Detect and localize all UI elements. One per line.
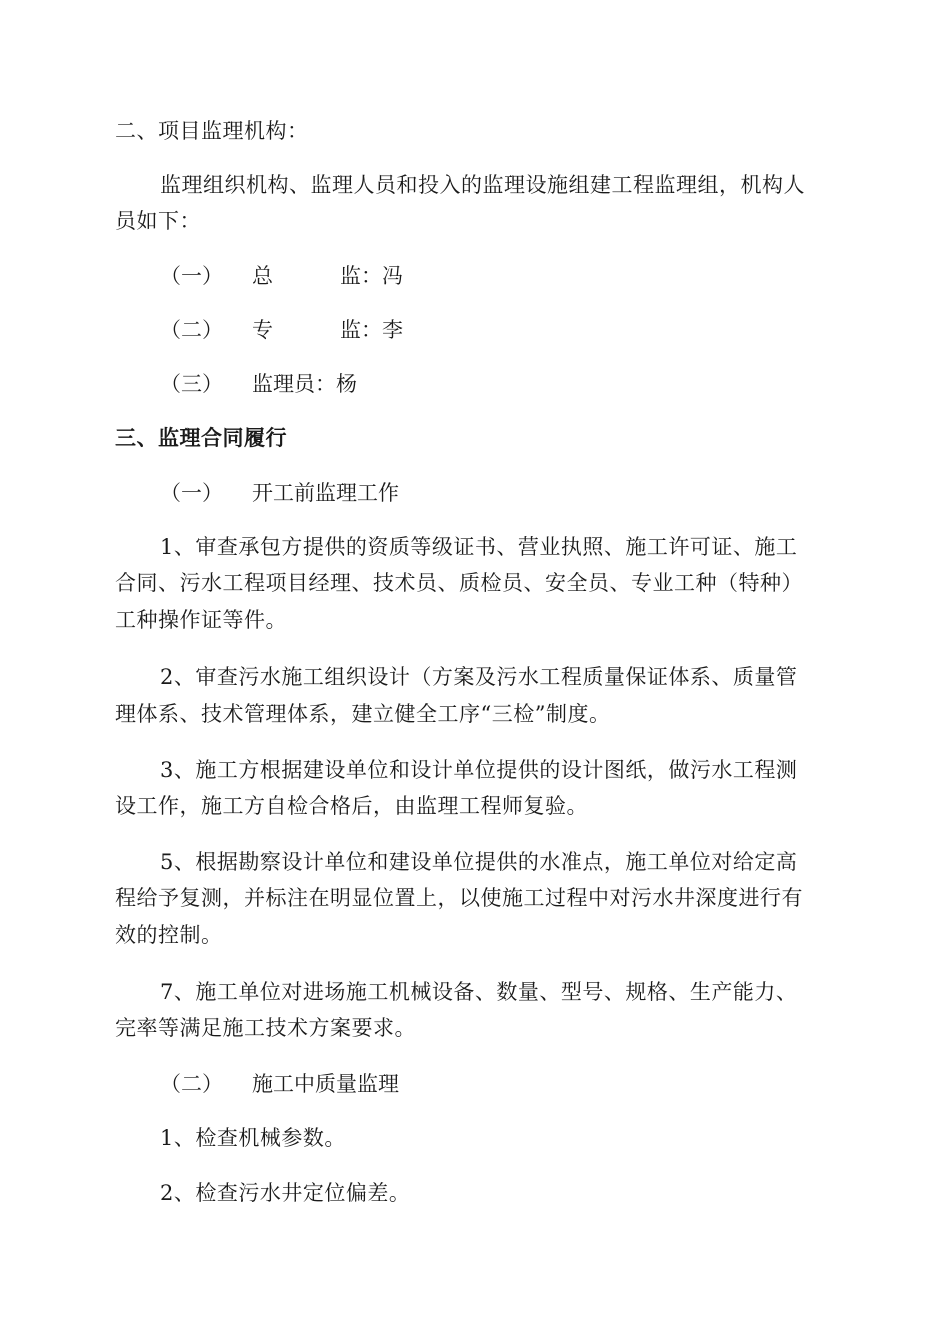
staff-role: 总 (252, 264, 273, 288)
list-item: 2、检查污水井定位偏差。 (160, 1181, 411, 1205)
list-item: 1、检查机械参数。 (160, 1126, 346, 1150)
paragraph-line: 完率等满足施工技术方案要求。 (115, 1016, 416, 1040)
paragraph-line: 理体系、技术管理体系，建立健全工序“三检”制度。 (115, 702, 611, 726)
paragraph-line: 合同、污水工程项目经理、技术员、质检员、安全员、专业工种（特种） (115, 571, 803, 595)
paragraph-line: 程给予复测，并标注在明显位置上，以使施工过程中对污水井深度进行有 (115, 886, 803, 910)
paragraph-line: 3、施工方根据建设单位和设计单位提供的设计图纸，做污水工程测 (160, 758, 798, 782)
paragraph-line: 7、施工单位对进场施工机械设备、数量、型号、规格、生产能力、 (160, 980, 798, 1004)
subsection-title: 施工中质量监理 (252, 1072, 399, 1096)
paragraph-line: 工种操作证等件。 (115, 608, 287, 632)
staff-role: 监理员：杨 (252, 372, 357, 396)
staff-number: （一） (160, 264, 223, 288)
paragraph-line: 员如下： (115, 209, 201, 233)
staff-name: 监：李 (340, 318, 403, 342)
subsection-title: 开工前监理工作 (252, 481, 399, 505)
staff-name: 监：冯 (340, 264, 403, 288)
section-heading-contract: 三、监理合同履行 (115, 426, 287, 450)
subsection-number: （一） (160, 481, 223, 505)
paragraph-line: 1、审查承包方提供的资质等级证书、营业执照、施工许可证、施工 (160, 535, 798, 559)
section-heading-project-org: 二、项目监理机构： (115, 119, 309, 143)
paragraph-line: 效的控制。 (115, 923, 223, 947)
paragraph-line: 5、根据勘察设计单位和建设单位提供的水准点，施工单位对给定高 (160, 850, 798, 874)
paragraph-line: 监理组织机构、监理人员和投入的监理设施组建工程监理组，机构人 (160, 173, 805, 197)
paragraph-line: 2、审查污水施工组织设计（方案及污水工程质量保证体系、质量管 (160, 665, 798, 689)
paragraph-line: 设工作，施工方自检合格后，由监理工程师复验。 (115, 794, 588, 818)
staff-role: 专 (252, 318, 273, 342)
subsection-number: （二） (160, 1072, 223, 1096)
staff-number: （二） (160, 318, 223, 342)
staff-number: （三） (160, 372, 223, 396)
